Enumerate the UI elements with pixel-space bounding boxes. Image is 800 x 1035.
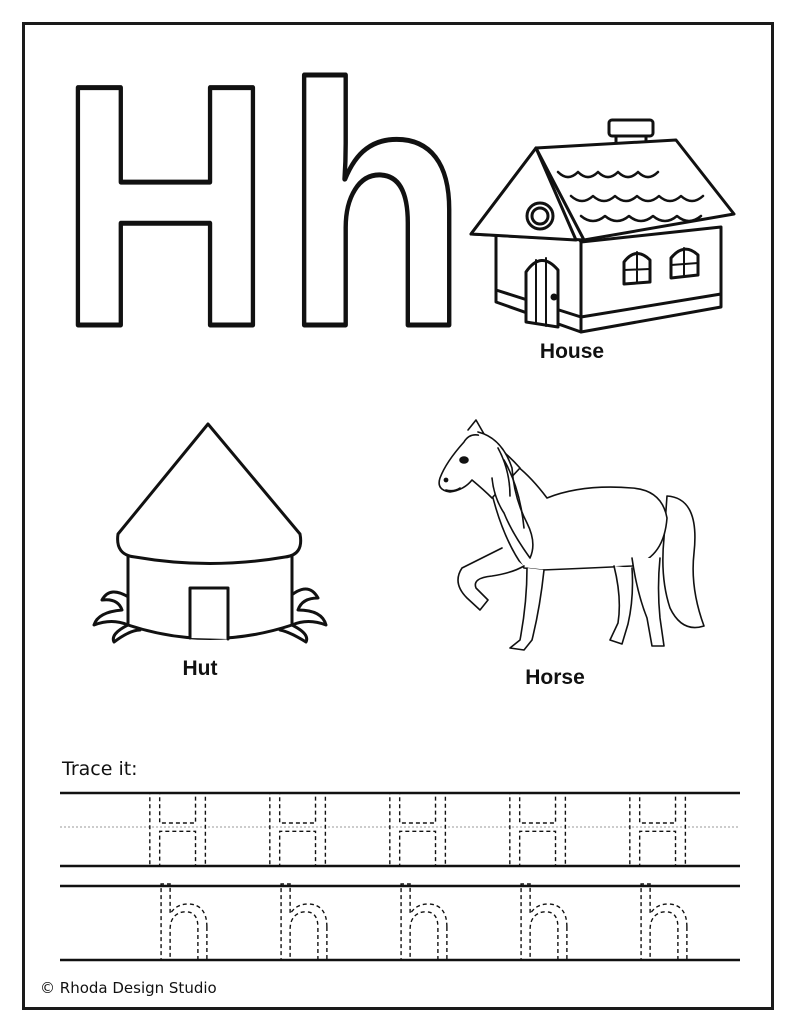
- house-label: House: [539, 340, 605, 363]
- trace-letter-lower: h: [392, 867, 456, 984]
- trace-letter-lower: h: [632, 867, 696, 984]
- house-icon: [466, 112, 741, 342]
- hut-label: Hut: [182, 657, 218, 680]
- big-letters: [58, 14, 478, 399]
- trace-title: Trace it:: [62, 758, 138, 780]
- trace-letter-upper: H: [620, 773, 696, 890]
- hut-icon: [90, 420, 330, 655]
- trace-letter-upper: H: [380, 773, 456, 890]
- horse-icon: [432, 418, 707, 658]
- trace-letter-upper: H: [500, 773, 576, 890]
- trace-letter-lower: h: [512, 867, 576, 984]
- big-letter-upper: H: [58, 14, 273, 399]
- trace-letter-lower: h: [152, 867, 216, 984]
- trace-letter-lower: h: [272, 867, 336, 984]
- copyright-text: © Rhoda Design Studio: [40, 979, 217, 997]
- trace-letter-upper: H: [260, 773, 336, 890]
- big-letter-lower: h: [283, 14, 468, 399]
- trace-letter-upper: H: [140, 773, 216, 890]
- horse-label: Horse: [525, 666, 585, 689]
- tracing-lines: [60, 773, 744, 984]
